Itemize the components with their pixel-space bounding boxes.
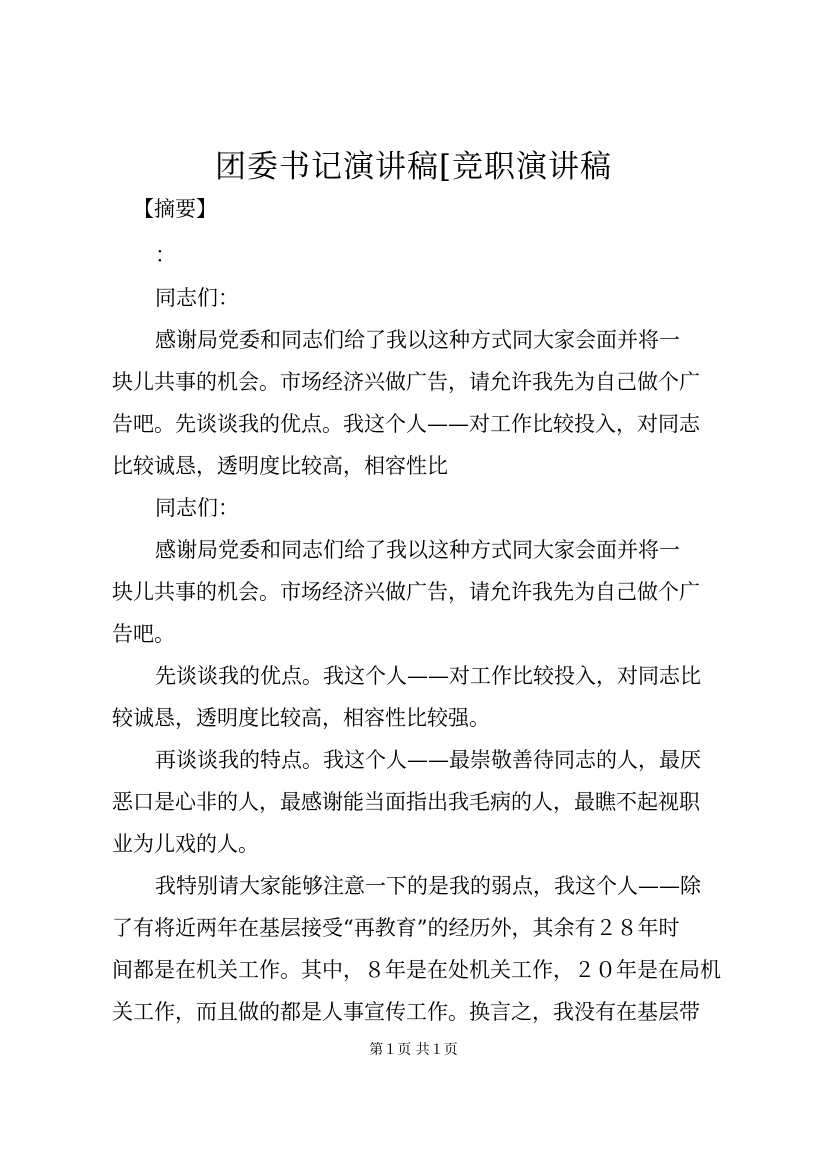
abstract-label: 【摘要】 xyxy=(133,197,217,221)
paragraph-line: 告吧。先谈谈我的优点。我这个人——对工作比较投入，对同志 xyxy=(112,412,700,436)
paragraph-line: 同志们： xyxy=(155,286,239,310)
paragraph-line: 块儿共事的机会。市场经济兴做广告，请允许我先为自己做个广 xyxy=(112,370,700,394)
paragraph-line: 感谢局党委和同志们给了我以这种方式同大家会面并将一 xyxy=(155,538,680,562)
paragraph-line: 告吧。 xyxy=(112,622,175,646)
paragraph-line: 间都是在机关工作。其中，８年是在处机关工作，２０年是在局机 xyxy=(112,958,721,982)
paragraph-line: 先谈谈我的优点。我这个人——对工作比较投入，对同志比 xyxy=(155,664,701,688)
paragraph-line: 关工作，而且做的都是人事宣传工作。换言之，我没有在基层带 xyxy=(112,1000,700,1024)
paragraph-line: 恶口是心非的人，最感谢能当面指出我毛病的人，最瞧不起视职 xyxy=(112,790,700,814)
page-number-footer: 第１页 共１页 xyxy=(369,1042,458,1058)
paragraph-line: 感谢局党委和同志们给了我以这种方式同大家会面并将一 xyxy=(155,328,680,352)
paragraph-line: 比较诚恳，透明度比较高，相容性比 xyxy=(112,454,448,478)
colon-line: ： xyxy=(155,243,176,267)
paragraph-line: 同志们： xyxy=(155,496,239,520)
paragraph-line: 再谈谈我的特点。我这个人——最崇敬善待同志的人，最厌 xyxy=(155,748,701,772)
paragraph-line: 我特别请大家能够注意一下的是我的弱点，我这个人——除 xyxy=(155,874,701,898)
paragraph-line: 了有将近两年在基层接受“再教育”的经历外，其余有２８年时 xyxy=(112,916,680,940)
paragraph-line: 块儿共事的机会。市场经济兴做广告，请允许我先为自己做个广 xyxy=(112,580,700,604)
paragraph-line: 业为儿戏的人。 xyxy=(112,832,259,856)
document-title: 团委书记演讲稿[竞职演讲稿 xyxy=(214,149,613,185)
paragraph-line: 较诚恳，透明度比较高，相容性比较强。 xyxy=(112,706,490,730)
